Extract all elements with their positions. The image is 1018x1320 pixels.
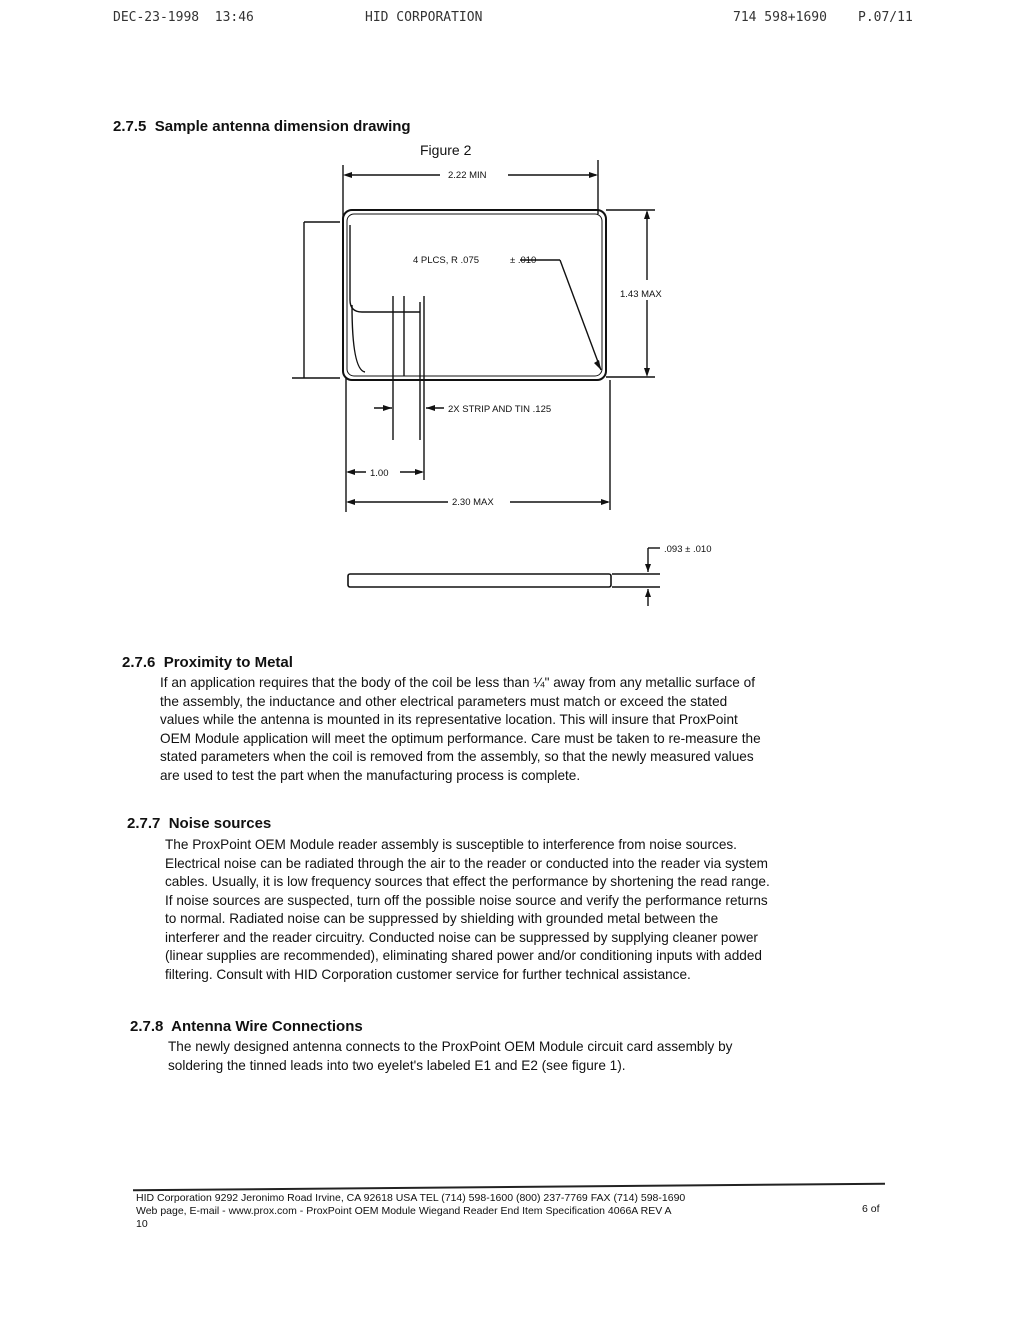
arrowhead — [644, 210, 650, 219]
section-number: 2.7.8 — [130, 1018, 164, 1035]
footer — [136, 1192, 876, 1231]
text-line: interferer and the reader circuitry. Conducted noise can be suppressed by supplying cleaner power — [165, 929, 758, 945]
arrowhead — [343, 172, 352, 178]
antenna-outline — [343, 210, 606, 380]
dim-height-max-label: 1.43 MAX — [620, 289, 662, 300]
arrowhead — [589, 172, 598, 178]
dim-radius-label: 4 PLCS, R .075 — [413, 255, 480, 266]
dim-thickness-label: .093 ± .010 — [664, 544, 712, 555]
arrowhead — [383, 405, 392, 411]
arrowhead — [601, 499, 610, 505]
text-line: values while the antenna is mounted in its representative location. This will insure that ProxPoint — [160, 712, 738, 727]
section-276-body — [160, 674, 880, 785]
footer-page-of: 6 of — [862, 1203, 880, 1215]
arrowhead — [415, 469, 424, 475]
text-line: Electrical noise can be radiated through the air to the reader or conducted into the reader via system — [165, 855, 769, 871]
text-line: cables. Usually, it is low frequency sources that effect the performance by shortening the read range. — [165, 874, 770, 889]
antenna-inner-outline — [347, 214, 602, 376]
section-276-heading — [122, 654, 293, 671]
footer-rule — [133, 1183, 885, 1192]
text-line: stated parameters when the coil is removed from the assembly, so that the newly measured values — [160, 749, 754, 764]
antenna-dimension-drawing — [0, 0, 1018, 620]
section-number: 2.7.5 — [113, 118, 147, 135]
text-line: to normal. Radiated noise can be suppressed by shielding with grounded metal between the — [165, 911, 719, 926]
footer-web: Web page, E-mail - www.prox.com - ProxPoint OEM Module Wiegand Reader End Item Specification 4066A REV A — [136, 1205, 672, 1217]
footer-page-total: 10 — [136, 1218, 148, 1230]
section-title: Noise sources — [168, 815, 272, 832]
coil-lead-path — [350, 225, 420, 312]
text-line: If noise sources are suspected, turn off the possible noise source and verify the performance returns — [165, 892, 768, 908]
fax-phone: 714 598+1690 — [733, 10, 827, 25]
text-line: filtering. Consult with HID Corporation customer service for further technical assistance. — [165, 966, 691, 982]
text-line: OEM Module application will meet the optimum performance. Care must be taken to re-measure the — [160, 730, 761, 746]
arrowhead — [645, 589, 651, 597]
fax-page: P.07/11 — [858, 10, 913, 25]
leader-line — [560, 260, 601, 370]
arrowhead — [426, 405, 435, 411]
text-line: (linear supplies are recommended), eliminating shared power and/or conditioning inputs with added — [165, 948, 762, 963]
section-277-heading — [127, 815, 271, 832]
section-title: Sample antenna dimension drawing — [154, 118, 411, 135]
text-line: If an application requires that the body of the coil be less than ¼" away from any metallic surface of — [160, 675, 755, 690]
arrowhead — [594, 360, 601, 370]
dim-radius-tolerance: ± .010 — [510, 255, 537, 266]
section-278-body — [168, 1038, 888, 1075]
figure-caption: Figure 2 — [420, 142, 472, 158]
text-line: soldering the tinned leads into two eyelet's labeled E1 and E2 (see figure 1). — [168, 1057, 626, 1073]
arrowhead — [346, 469, 355, 475]
text-line: are used to test the part when the manufacturing process is complete. — [160, 767, 581, 783]
fax-date-time: DEC-23-1998 13:46 — [113, 10, 254, 25]
arrowhead — [346, 499, 355, 505]
text-line: The ProxPoint OEM Module reader assembly is susceptible to interference from noise sources. — [165, 837, 737, 852]
text-line: the assembly, the inductance and other electrical parameters must match or exceed the stated — [160, 693, 728, 709]
section-title: Proximity to Metal — [163, 654, 293, 671]
dim-width-min-label: 2.22 MIN — [448, 170, 487, 181]
dim-width-max-label: 2.30 MAX — [452, 497, 494, 508]
arrowhead — [644, 368, 650, 377]
dim-lead-spacing-label: 1.00 — [370, 468, 389, 479]
section-title: Antenna Wire Connections — [171, 1018, 363, 1035]
arrowhead — [645, 564, 651, 572]
coil-lead-curve — [352, 305, 365, 372]
antenna-side-view — [348, 574, 611, 587]
section-278-heading — [130, 1018, 363, 1035]
section-277-body — [165, 836, 885, 984]
dim-strip-label: 2X STRIP AND TIN .125 — [448, 404, 552, 415]
footer-address: HID Corporation 9292 Jeronimo Road Irvine, CA 92618 USA TEL (714) 598-1600 (800) 237-7769 FAX (714) 598-1690 — [136, 1192, 686, 1204]
section-number: 2.7.6 — [122, 654, 156, 671]
text-line: The newly designed antenna connects to the ProxPoint OEM Module circuit card assembly by — [168, 1039, 733, 1054]
fax-company: HID CORPORATION — [365, 10, 483, 25]
section-number: 2.7.7 — [127, 815, 161, 832]
